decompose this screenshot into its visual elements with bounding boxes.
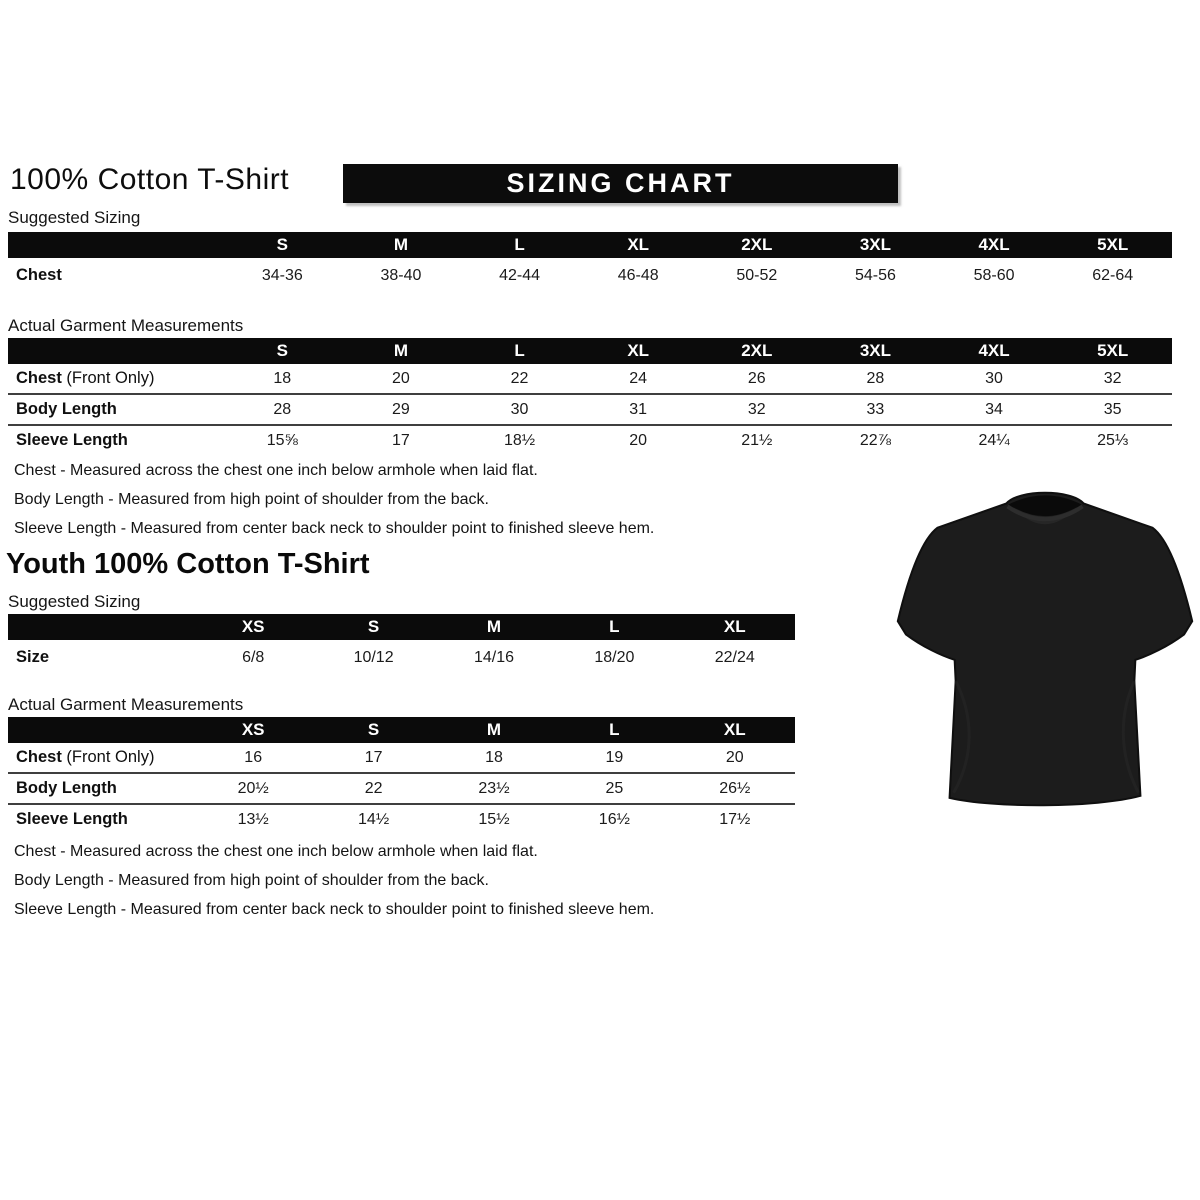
sleeve-length-note: Sleeve Length - Measured from center back neck to shoulder point to finished sleeve hem. [14, 901, 655, 918]
size-column-header: L [460, 232, 579, 258]
sizing-chart-banner [343, 164, 898, 203]
size-column-header: XS [193, 614, 313, 640]
size-value-cell: 23½ [434, 773, 554, 804]
adult-actual-measurements-label: Actual Garment Measurements [8, 316, 244, 335]
measurement-row-label: Chest (Front Only) [16, 369, 155, 387]
size-column-header: L [554, 717, 674, 743]
size-column-header: M [342, 338, 461, 364]
size-value-cell: 17 [342, 425, 461, 455]
size-value-cell: 32 [1103, 369, 1122, 387]
size-value-cell: 54-56 [854, 266, 896, 284]
size-column-header: M [342, 232, 461, 258]
tshirt-photo [892, 473, 1198, 808]
size-value-cell: 17½ [675, 804, 795, 834]
size-value-cell: 18 [273, 369, 292, 387]
size-value-cell: 22/24 [714, 648, 755, 666]
body-length-note: Body Length - Measured from high point of shoulder from the back. [14, 491, 489, 508]
size-column-header: 2XL [698, 338, 817, 364]
size-value-cell: 14½ [313, 804, 433, 834]
size-value-cell: 25⅓ [1053, 425, 1172, 455]
size-column-header: 3XL [816, 232, 935, 258]
size-value-cell: 33 [816, 394, 935, 425]
table-corner-cell [8, 717, 193, 743]
size-value-cell: 26 [747, 369, 766, 387]
size-column-header: S [223, 338, 342, 364]
table-corner-cell [8, 338, 223, 364]
size-value-cell: 35 [1053, 394, 1172, 425]
size-value-cell: 14/16 [473, 648, 514, 666]
size-value-cell: 62-64 [1092, 266, 1134, 284]
size-column-header: XS [193, 717, 313, 743]
size-value-cell: 34 [935, 394, 1054, 425]
youth-actual-measurements-table [8, 717, 795, 834]
size-value-cell: 38-40 [380, 266, 422, 284]
youth-suggested-sizing-label: Suggested Sizing [8, 592, 141, 611]
adult-measurement-notes [14, 462, 654, 549]
measurement-row-label: Body Length [8, 773, 193, 804]
chest-note: Chest - Measured across the chest one inch below armhole when laid flat. [14, 843, 538, 860]
youth-measurement-notes [14, 843, 654, 930]
size-value-cell: 26½ [675, 773, 795, 804]
size-value-cell: 15½ [434, 804, 554, 834]
size-value-cell: 15⅝ [223, 425, 342, 455]
size-column-header: XL [579, 338, 698, 364]
size-column-header: 4XL [935, 232, 1054, 258]
size-value-cell: 30 [985, 369, 1003, 387]
size-value-cell: 6/8 [242, 648, 265, 666]
size-column-header: 4XL [935, 338, 1054, 364]
measurement-row-label: Size [16, 648, 50, 666]
youth-product-title: Youth 100% Cotton T-Shirt [6, 548, 370, 580]
youth-suggested-sizing-table [8, 614, 795, 675]
size-column-header: S [313, 717, 433, 743]
measurement-row-label: Body Length [8, 394, 223, 425]
size-value-cell: 20 [392, 369, 410, 387]
table-corner-cell [8, 614, 193, 640]
size-value-cell: 22 [510, 369, 529, 387]
size-column-header: S [223, 232, 342, 258]
product-title: 100% Cotton T-Shirt [10, 163, 290, 196]
measurement-row-label: Sleeve Length [8, 804, 193, 834]
size-column-header: S [313, 614, 433, 640]
size-column-header: XL [579, 232, 698, 258]
size-column-header: L [554, 614, 674, 640]
size-column-header: L [460, 338, 579, 364]
size-value-cell: 24 [629, 369, 648, 387]
size-value-cell: 21½ [698, 425, 817, 455]
size-value-cell: 42-44 [499, 266, 541, 284]
size-value-cell: 24¼ [935, 425, 1054, 455]
size-column-header: M [434, 614, 554, 640]
size-value-cell: 22 [313, 773, 433, 804]
youth-actual-measurements-label: Actual Garment Measurements [8, 695, 244, 714]
size-value-cell: 18/20 [594, 648, 635, 666]
adult-suggested-sizing-table [8, 232, 1172, 293]
size-value-cell: 20½ [193, 773, 313, 804]
size-value-cell: 22⅞ [816, 425, 935, 455]
size-value-cell: 46-48 [617, 266, 659, 284]
adult-suggested-sizing-label: Suggested Sizing [8, 208, 141, 227]
size-value-cell: 34-36 [261, 266, 303, 284]
sleeve-length-note: Sleeve Length - Measured from center back neck to shoulder point to finished sleeve hem. [14, 520, 655, 537]
size-value-cell: 13½ [193, 804, 313, 834]
size-value-cell: 20 [725, 748, 744, 766]
size-value-cell: 18 [485, 748, 503, 766]
size-value-cell: 28 [866, 369, 885, 387]
size-value-cell: 16½ [554, 804, 674, 834]
sizing-chart-banner-text: SIZING CHART [506, 168, 735, 198]
size-value-cell: 10/12 [353, 648, 394, 666]
size-column-header: 5XL [1053, 232, 1172, 258]
measurement-row-label: Chest (Front Only) [16, 748, 155, 766]
size-value-cell: 29 [342, 394, 461, 425]
size-value-cell: 58-60 [973, 266, 1015, 284]
measurement-row-label: Sleeve Length [8, 425, 223, 455]
chest-note: Chest - Measured across the chest one inch below armhole when laid flat. [14, 462, 538, 479]
size-column-header: 5XL [1053, 338, 1172, 364]
size-value-cell: 16 [244, 748, 263, 766]
size-column-header: XL [675, 614, 795, 640]
size-value-cell: 30 [460, 394, 579, 425]
size-value-cell: 20 [579, 425, 698, 455]
adult-actual-measurements-table [8, 338, 1172, 455]
size-value-cell: 17 [364, 748, 383, 766]
size-column-header: 3XL [816, 338, 935, 364]
measurement-row-label: Chest [16, 266, 62, 284]
size-column-header: 2XL [698, 232, 817, 258]
body-length-note: Body Length - Measured from high point of shoulder from the back. [14, 872, 489, 889]
size-value-cell: 28 [223, 394, 342, 425]
size-value-cell: 50-52 [736, 266, 778, 284]
size-value-cell: 19 [605, 748, 624, 766]
size-value-cell: 31 [579, 394, 698, 425]
black-tshirt-icon [892, 473, 1198, 808]
size-column-header: XL [675, 717, 795, 743]
size-value-cell: 18½ [460, 425, 579, 455]
size-value-cell: 32 [698, 394, 817, 425]
size-column-header: M [434, 717, 554, 743]
size-value-cell: 25 [554, 773, 674, 804]
table-corner-cell [8, 232, 223, 258]
